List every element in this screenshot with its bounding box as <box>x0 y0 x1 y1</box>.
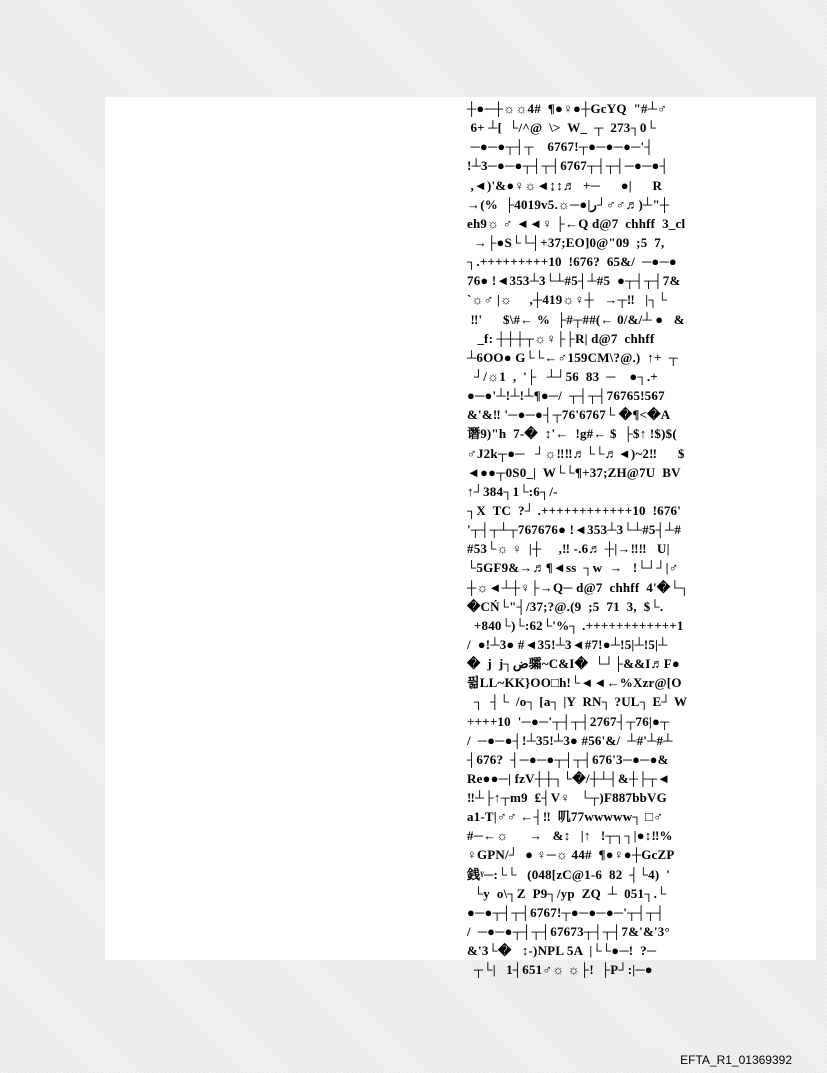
text-line: `☼♂ |☼ ,┼419☼♀┼ →┬‼ |┐└ <box>467 292 668 308</box>
text-line: #─←☼ → &↕ |↑ !┬┐┐|●↕‼% <box>467 828 673 844</box>
text-line: eh9☼ ♂ ◄◄♀ ├←Q d@7 chhff 3_cl <box>467 215 686 231</box>
text-line: ─●─●┬┤┬ 6767!┬●─●─●─'┤ <box>467 139 654 155</box>
text-line: ┼●─┼☼☼4# ¶●♀●┼GcYQ "#┴♂ <box>467 101 668 116</box>
text-line: └5GF9&→♬¶◄ss ┐w → !└┘┘|♂ <box>467 560 679 576</box>
text-line: ‼┴├↑┬m9 ₤┤V♀ └┬)F887bbVG <box>467 790 667 806</box>
text-line: Re●●─| fzV┼┼┐└�/┼┴┤&┼├┬◄ <box>467 770 671 786</box>
text-line: ┬└| 1┤651♂☼ ☼├! ├P┘:|─● <box>467 962 653 978</box>
text-line: _f: ┼┼┼┬☼♀├├R| d@7 chhff <box>467 330 655 346</box>
text-line: ♂J2k┬●─ ┘☼‼‼♬└└♬◄)~2‼ $ <box>467 445 685 461</box>
text-line: └y o\┐Z P9┐/yp ZQ ┴ 051┐.└ <box>467 885 667 901</box>
text-line: →(% ├4019v5.☼─●|ﺭ┘♂♂♬)┴"┼ <box>467 196 670 212</box>
text-line: 퓖LL~KK}OO□h!└◄◄←%Xzr@[O <box>467 675 682 691</box>
text-line: #53└☼ ♀ |┼ ,‼ -.6♬ ┼|→‼‼ U| <box>467 541 670 557</box>
text-line: ┴6OO● G└└←♂159CM\?@.) ↑+ ┬ <box>467 349 678 365</box>
text-line: / ─●─●┤!┴35!┴3● #56'&/ ┴#'┴#┴ <box>467 732 673 748</box>
document-id-label: EFTA_R1_01369392 <box>680 1053 792 1067</box>
text-line: � j j┐ض骦~C&I� └┘├&&I♬F● <box>467 656 680 672</box>
text-line: 谮9)"h 7-� ↕'← !g#← $ ├$↑ !$)$( <box>467 426 677 442</box>
text-line: ‼' $\#← % ├#┬##(← 0/&/┴ ● & <box>467 311 685 327</box>
text-line: 銭ᵞ─:└└ (048[zC@1-6 82 ┤└4) ' <box>467 866 671 882</box>
text-line: �CŃ└"┤/37;?@.(9 ;5 71 3, $└. <box>467 598 664 614</box>
text-line: ♀GPN/┘ ● ♀─☼ 44# ¶●♀●┼GcZP <box>467 847 675 863</box>
text-line: ┤676? ┤─●─●┬┤┬┤676'3─●─●& <box>467 751 669 767</box>
text-line: 76● !◄353┴3└┴#5┤┴#5 ●┬┤┬┤7& <box>467 273 681 289</box>
text-line: ┐X TC ?┘ .++++++++++++10 !676' <box>467 502 682 518</box>
text-line: '┬┤┬┴┬767676● !◄353┴3└┴#5┤┴# <box>467 522 682 538</box>
text-line: →├●S└└┤+37;EO]0@"09 ;5 7, <box>467 234 665 250</box>
text-line: / ●!┴3● #◄35!┴3◄#7!●┴!5|┴!5|┴ <box>467 636 668 652</box>
text-line: ●─●┬┤┬┤6767!┬●─●─●─'┬┤┬┤ <box>467 904 665 920</box>
text-line: ┐.+++++++++10 !676? 65&/ ─●─● <box>467 254 677 270</box>
text-line: ┘/☼1 , '├ ┴┘56 83 ─ ●┐.+ <box>467 368 658 384</box>
text-line: ++++10 '─●─'┬┤┬┤2767┤┬76|●┬ <box>467 713 670 729</box>
text-line: &'&‼ '─●─●┤┬76'6767└ �¶<�A <box>467 407 671 423</box>
text-line: ┐ ┤└ /o┐ [a┐ |Y RN┐ ?UL┐ E┘ W <box>467 694 688 710</box>
text-line: / ─●─●┬┤┬┤67673┬┤┬┤7&'&'3° <box>467 924 670 940</box>
text-line: ,◄)'&●♀☼◄↨↕♬ +─ ●| R <box>467 177 663 193</box>
text-line: !┴3─●─●┬┤┬┤6767┬┤┬┤─●─●┤ <box>467 158 669 174</box>
text-line: &'3└� ↕-)NPL 5A |└└●─! ?─ <box>467 943 657 959</box>
text-line: ↑┘384┐1└:6┐/- <box>467 483 558 499</box>
text-line: ┼☼◄┴┼♀├→Q─ d@7 chhff 4'�└┐ <box>467 579 690 595</box>
text-line: ●─●'┴!┴!┴¶●─/ ┬┤┬┤76765!567 <box>467 388 665 404</box>
document-page <box>105 97 816 978</box>
text-line: a1-T|♂♂ ←┤‼ 叽77wwwww┐ □♂ <box>467 809 664 825</box>
text-line: +840└)└:62└'%┐ .++++++++++++1 <box>467 617 684 633</box>
text-line: ◄●●┬0S0_| W└└¶+37;ZH@7U BV <box>467 464 681 480</box>
text-line: 6+ ┴[ └/^@ \> W_ ┬ 273┐0└ <box>467 120 657 136</box>
garbled-text-block <box>467 97 827 979</box>
